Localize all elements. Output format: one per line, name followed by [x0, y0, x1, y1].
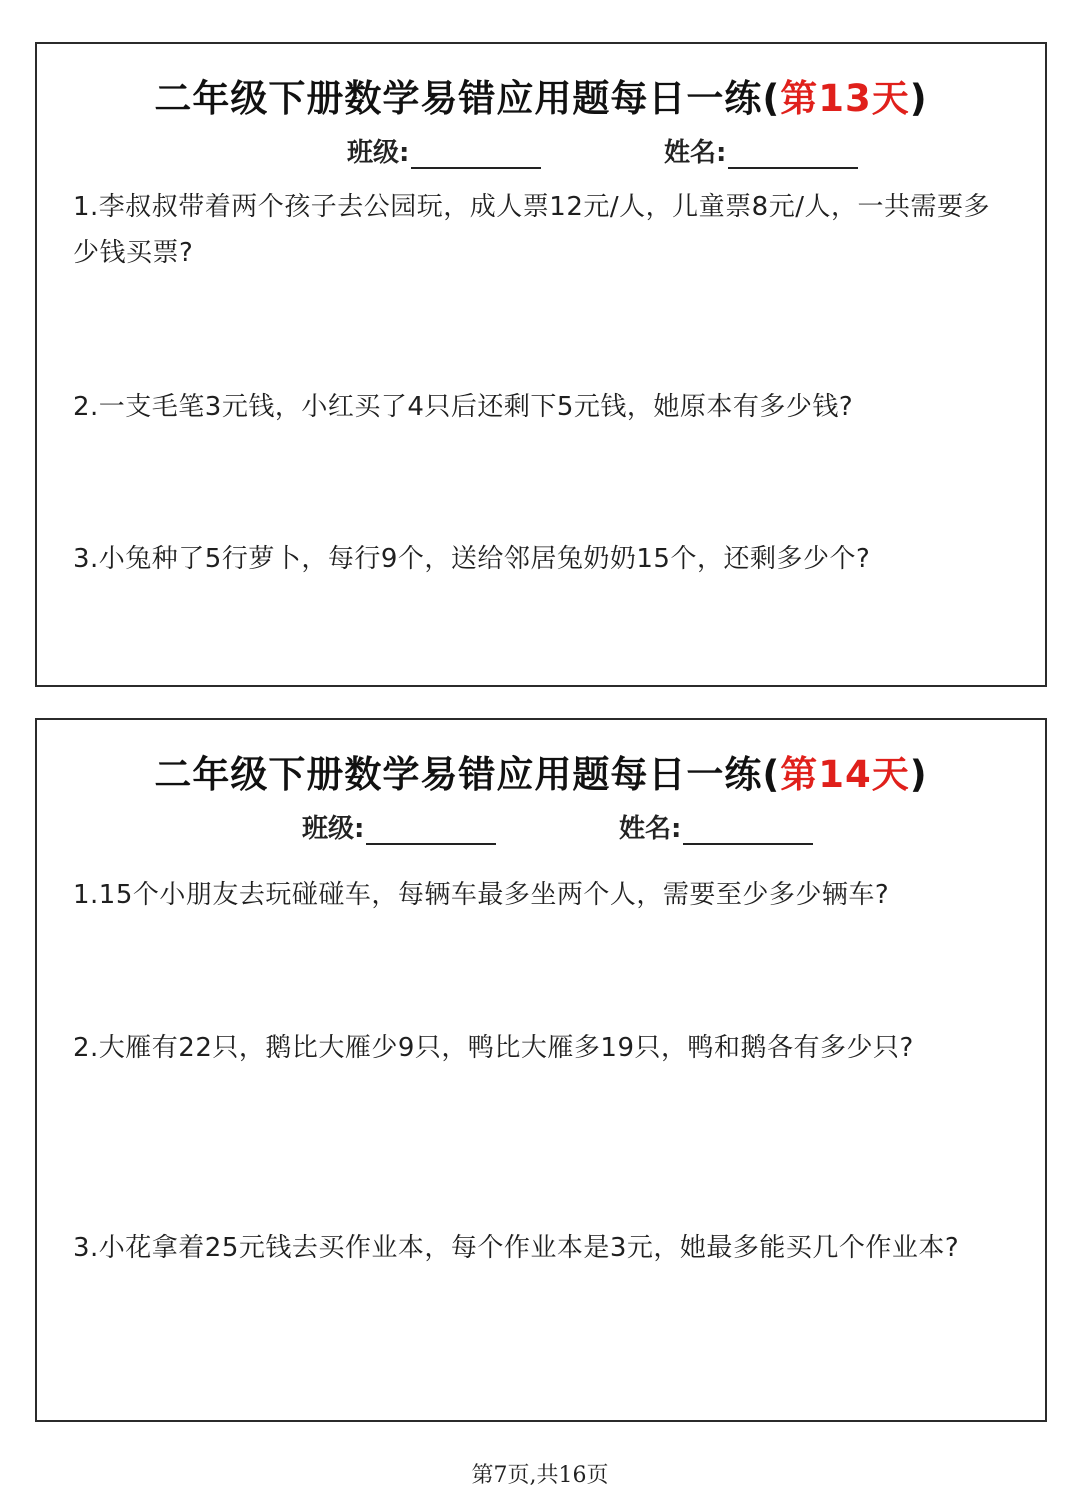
worksheet-day-14 — [35, 718, 1047, 1422]
class-label: 班级: — [347, 138, 410, 168]
question-2: 2.大雁有22只，鹅比大雁少9只，鸭比大雁多19只，鸭和鹅各有多少只? — [73, 1033, 914, 1063]
name-label: 姓名: — [619, 814, 682, 844]
question-1: 1.15个小朋友去玩碰碰车，每辆车最多坐两个人，需要至少多少辆车? — [73, 880, 890, 910]
name-label: 姓名: — [664, 138, 727, 168]
class-field — [302, 808, 496, 845]
name-blank-line — [683, 819, 813, 845]
title-prefix: 二年级下册数学易错应用题每日一练( — [154, 77, 781, 120]
question-2: 2.一支毛笔3元钱，小红买了4只后还剩下5元钱，她原本有多少钱? — [73, 392, 854, 422]
title-prefix: 二年级下册数学易错应用题每日一练( — [154, 753, 781, 796]
question-1: 1.李叔叔带着两个孩子去公园玩，成人票12元/人，儿童票8元/人，一共需要多少钱买票? — [73, 192, 990, 268]
question-3: 3.小兔种了5行萝卜，每行9个，送给邻居兔奶奶15个，还剩多少个? — [73, 544, 871, 574]
class-blank-line — [366, 819, 496, 845]
title-day: 第13天 — [780, 77, 910, 120]
title-suffix: ) — [909, 77, 928, 120]
question-3: 3.小花拿着25元钱去买作业本，每个作业本是3元，她最多能买几个作业本? — [73, 1233, 960, 1263]
worksheet-title — [37, 744, 1045, 798]
name-field — [619, 808, 813, 845]
worksheet-day-13 — [35, 42, 1047, 687]
name-blank-line — [728, 143, 858, 169]
title-suffix: ) — [909, 753, 928, 796]
class-label: 班级: — [302, 814, 365, 844]
title-day: 第14天 — [780, 753, 910, 796]
name-field — [664, 132, 858, 169]
worksheet-title — [37, 68, 1045, 122]
class-blank-line — [411, 143, 541, 169]
class-field — [347, 132, 541, 169]
page-number: 第7页,共16页 — [471, 1463, 609, 1488]
